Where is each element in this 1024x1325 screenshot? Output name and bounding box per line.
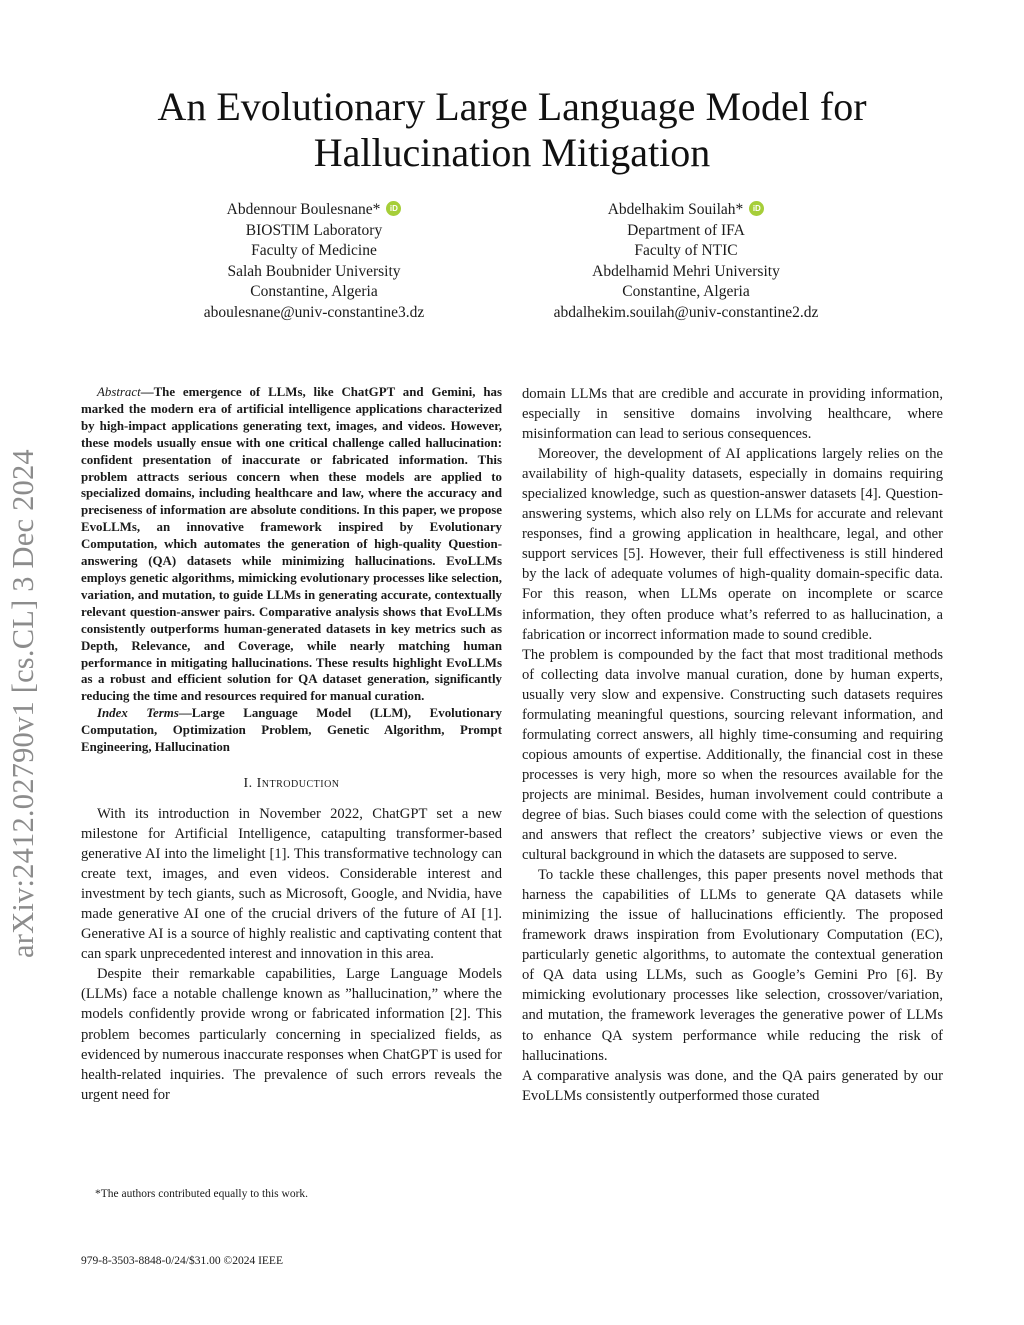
abstract-label: Abstract <box>97 385 141 399</box>
right-column <box>522 384 943 1106</box>
abstract-text: The emergence of LLMs, like ChatGPT and Gemini, has marked the modern era of artificial intelligence applications characterized by high-impact applications generating text, images, and videos. However, these models usually ensue with one critical challenge called hallucination: confident presentation of inaccurate or fabricated information. This problem attracts serious concern when these models are applied to specialized domains, including healthcare and law, where the accuracy and preciseness of information are absolute conditions. In this paper, we propose EvoLLMs, an innovative framework inspired by Evolutionary Computation, which automates the generation of high-quality Question-answering (QA) datasets while minimizing hallucinations. EvoLLMs employs genetic algorithms, mimicking evolutionary processes like selection, variation, and mutation, to guide LLMs in generating accurate, contextually relevant question-answer pairs. Comparative analysis shows that EvoLLMs consistently outperforms human-generated datasets in key metrics such as Depth, Relevance, and Coverage, while nearly matching human performance in mitigating hallucinations. These results highlight EvoLLMs as a robust and efficient solution for QA dataset generation, significantly reducing the time and resources required for manual curation. <box>81 385 502 704</box>
index-terms-text: —Large Language Model (LLM), Evolutionary Computation, Optimization Problem, Genetic Algorithm, Prompt Engineering, Hallucination <box>81 706 502 755</box>
copyright-notice: 979-8-3503-8848-0/24/$31.00 ©2024 IEEE <box>81 1255 283 1267</box>
footnote: *The authors contributed equally to this work. <box>95 1188 309 1200</box>
paper-title <box>100 84 924 176</box>
author-affiliation: BIOSTIM Laboratory <box>245 221 383 239</box>
paragraph: The problem is compounded by the fact that most traditional methods of collecting data involve manual curation, done by human experts, usually very slow and expensive. Constructing such datasets requires formulating meaningful questions, sourcing relevant information, and formulating correct answers, all highly time-consuming and requiring copious amounts of expertise. Additionally, the financial cost in these processes is very high, more so when the resources available for the projects are minimal. Besides, human involvement could contribute a degree of bias. Such biases could come with the selection of questions and answers that reflect the creators’ subjective views or even the cultural background in which the datasets are supposed to serve. <box>522 646 943 864</box>
title-line-1: An Evolutionary Large Language Model for <box>157 84 867 129</box>
paragraph: Moreover, the development of AI applications largely relies on the availability of high-quality datasets, especially in domains requiring specialized knowledge, such as question-answer datasets [4]. Question-answering systems, which also rely on LLMs for accurate and relevant responses, find a growing application in healthcare, legal, and other support services [5]. However, their full effectiveness is still hindered by the lack of adequate volumes of high-quality domain-specific data. For this reason, when LLMs operate on incomplete or scarce information, they often produce what’s referred to as hallucination, a fabrication or incorrect information made to sound credible. <box>522 446 943 643</box>
paragraph: Despite their remarkable capabilities, Large Language Models (LLMs) face a notable challenge known as ”hallucination,” where the models confidently provide wrong or fabricated information [2]. This problem becomes particularly concerning in specialized fields, as evidenced by numerous inaccurate responses when ChatGPT is used for health-related inquiries. The prevalence of such errors reveals the urgent need for <box>81 966 502 1103</box>
author-name: Abdennour Boulesnane* iD <box>149 200 479 221</box>
paragraph: With its introduction in November 2022, ChatGPT set a new milestone for Artificial Intelligence, catapulting transformer-based generative AI into the limelight [1]. This transformative technology can create text, images, and even videos. Considerable interest and investment by tech giants, such as Microsoft, Google, and Nvidia, have made generative AI one of the crucial drivers of the future of AI [1]. Generative AI is a source of highly realistic and captivating content that can spark unprecedented interest and innovation in this area. <box>81 805 502 963</box>
author-affiliation: Department of IFA <box>627 221 745 239</box>
author-location: Constantine, Algeria <box>250 283 378 301</box>
author-email[interactable]: abdalhekim.souilah@univ-constantine2.dz <box>553 303 819 321</box>
orcid-icon[interactable]: iD <box>386 201 401 216</box>
paragraph: To tackle these challenges, this paper presents novel methods that harness the capabilities of LLMs to generate QA datasets while minimizing the issue of hallucinations efficiently. The proposed framework draws inspiration from Evolutionary Computation (EC), particularly genetic algorithms, to automate the contextual generation of QA data using LLMs, such as Google’s Gemini Pro [6]. By mimicking evolutionary processes like selection, crossover/variation, and mutation, the framework leverages the generative power of LLMs to enhance QA system performance while reducing the risk of hallucinations. <box>522 867 943 1064</box>
author-email[interactable]: aboulesnane@univ-constantine3.dz <box>203 303 425 321</box>
left-column <box>81 384 502 1105</box>
index-terms-label: Index Terms <box>97 706 179 721</box>
arxiv-stamp: arXiv:2412.02790v1 [cs.CL] 3 Dec 2024 <box>6 449 40 958</box>
author-block-1 <box>149 200 479 324</box>
section-heading-introduction: I. Introduction <box>243 775 340 791</box>
title-line-2: Hallucination Mitigation <box>313 130 711 175</box>
author-location: Constantine, Algeria <box>622 283 750 301</box>
index-terms <box>81 705 502 756</box>
orcid-icon[interactable]: iD <box>749 201 764 216</box>
author-faculty: Faculty of NTIC <box>634 242 738 260</box>
paragraph: A comparative analysis was done, and the QA pairs generated by our EvoLLMs consistently outperformed those curated <box>522 1067 943 1104</box>
paragraph: domain LLMs that are credible and accurate in providing information, especially in sensitive domains involving healthcare, where misinformation can lead to serious consequences. <box>522 386 943 443</box>
author-faculty: Faculty of Medicine <box>251 242 377 260</box>
author-university: Abdelhamid Mehri University <box>592 262 780 280</box>
abstract: Abstract—The emergence of LLMs, like ChatGPT and Gemini, has marked the modern era of artificial intelligence applications characterized by high-impact applications generating text, images, and videos. However, these models usually ensue with one critical challenge called hallucination: confident presentation of inaccurate or fabricated information. This problem attracts serious concern when these models are applied to specialized domains, including healthcare and law, where the accuracy and preciseness of information are absolute conditions. In this paper, we propose EvoLLMs, an innovative framework inspired by Evolutionary Computation, which automates the generation of high-quality Question-answering (QA) datasets while minimizing hallucinations. EvoLLMs employs genetic algorithms, mimicking evolutionary processes like selection, variation, and mutation, to guide LLMs in generating accurate, contextually relevant question-answer pairs. Comparative analysis shows that EvoLLMs consistently outperforms human-generated datasets in key metrics such as Depth, Relevance, and Coverage, while nearly matching human performance in mitigating hallucinations. These results highlight EvoLLMs as a robust and efficient solution for QA dataset generation, significantly reducing the time and resources required for manual curation. <box>81 385 502 704</box>
author-university: Salah Boubnider University <box>227 262 401 280</box>
author-block-2 <box>521 200 851 324</box>
author-name: Abdelhakim Souilah* iD <box>521 200 851 221</box>
